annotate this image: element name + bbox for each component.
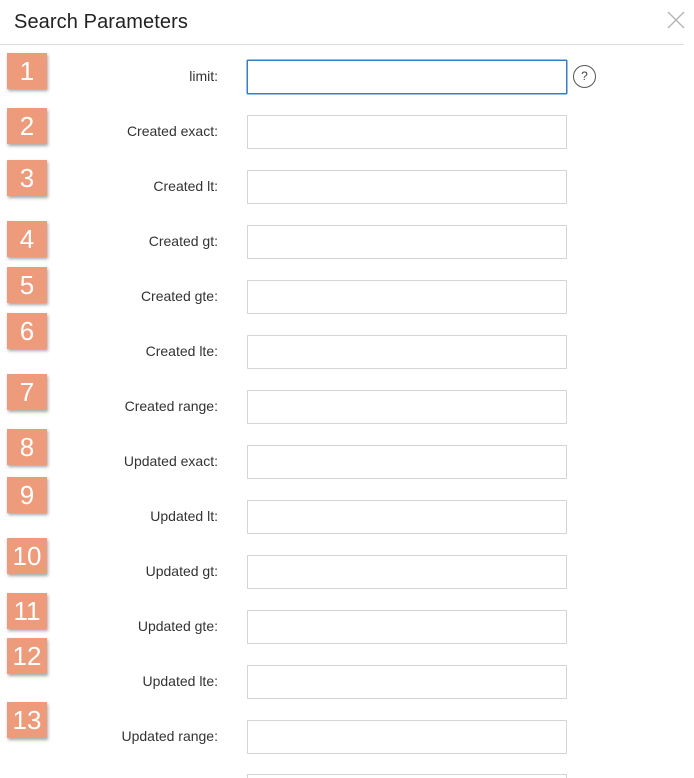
annotation-badge: 13: [7, 702, 47, 738]
field-row-updated-gt: [0, 555, 694, 589]
close-icon: [662, 6, 690, 34]
field-label: Updated range:: [121, 728, 218, 744]
next-field-input-partial[interactable]: [247, 774, 567, 778]
field-row-created-lte: [0, 335, 694, 369]
updated-lte-input[interactable]: [247, 665, 567, 699]
limit-input[interactable]: [247, 60, 567, 94]
field-label: Updated exact:: [123, 453, 218, 469]
updated-gte-input[interactable]: [247, 610, 567, 644]
help-icon: ?: [581, 69, 588, 83]
annotation-badge: 9: [7, 477, 47, 513]
field-row-updated-gte: [0, 610, 694, 644]
field-label: Created range:: [124, 398, 218, 414]
annotation-badge: 4: [7, 221, 47, 257]
field-row-created-gte: [0, 280, 694, 314]
field-label: Updated gte:: [137, 618, 218, 634]
field-row-limit: [0, 60, 694, 94]
field-label: Created lte:: [145, 343, 218, 359]
created-gte-input[interactable]: [247, 280, 567, 314]
annotation-badge: 8: [7, 429, 47, 465]
annotation-badge: 6: [7, 313, 47, 349]
field-row-created-gt: [0, 225, 694, 259]
annotation-badge: 10: [7, 538, 47, 574]
field-row-updated-lte: [0, 665, 694, 699]
close-button[interactable]: [662, 6, 690, 34]
field-label: Updated lte:: [142, 673, 218, 689]
updated-range-input[interactable]: [247, 720, 567, 754]
field-label: Updated gt:: [145, 563, 218, 579]
created-gt-input[interactable]: [247, 225, 567, 259]
dialog-header: [0, 0, 684, 45]
field-label: Created exact:: [126, 123, 218, 139]
field-row-updated-range: [0, 720, 694, 754]
field-label: Updated lt:: [150, 508, 218, 524]
created-range-input[interactable]: [247, 390, 567, 424]
field-row-updated-lt: [0, 500, 694, 534]
help-button[interactable]: [573, 65, 596, 88]
annotation-badge: 12: [7, 638, 47, 674]
field-row-updated-exact: [0, 445, 694, 479]
annotation-badge: 5: [7, 267, 47, 303]
annotation-badge: 1: [7, 53, 47, 89]
annotation-badge: 3: [7, 160, 47, 196]
field-label: Created gte:: [140, 288, 218, 304]
dialog-title: Search Parameters: [14, 11, 188, 33]
field-row-created-lt: [0, 170, 694, 204]
updated-lt-input[interactable]: [247, 500, 567, 534]
field-row-created-exact: [0, 115, 694, 149]
created-lt-input[interactable]: [247, 170, 567, 204]
updated-exact-input[interactable]: [247, 445, 567, 479]
field-label: Created gt:: [148, 233, 218, 249]
field-label: limit:: [189, 68, 218, 84]
updated-gt-input[interactable]: [247, 555, 567, 589]
annotation-badge: 2: [7, 108, 47, 144]
field-row-created-range: [0, 390, 694, 424]
annotation-badge: 11: [7, 593, 47, 629]
annotation-badge: 7: [7, 374, 47, 410]
created-lte-input[interactable]: [247, 335, 567, 369]
created-exact-input[interactable]: [247, 115, 567, 149]
field-label: Created lt:: [153, 178, 218, 194]
